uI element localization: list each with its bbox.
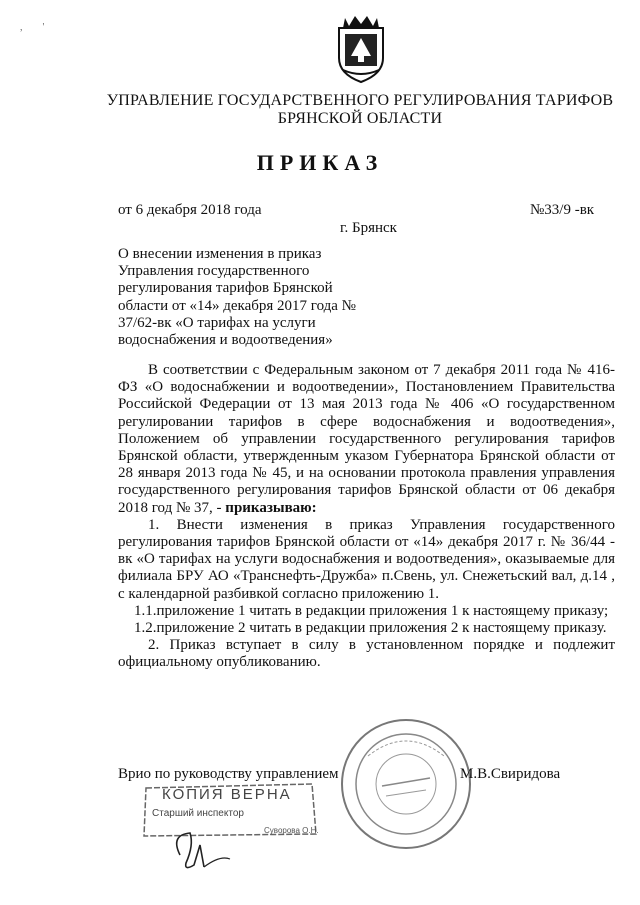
handwritten-signature-icon [160,815,280,875]
order-keyword: приказываю: [225,499,317,516]
intro-text: В соответствии с Федеральным законом от 7 декабря 2011 года № 416-ФЗ «О водоснабжении и водоотведении», Постановлением Правительства Российской Федерации от 13 мая 2013 года № 406 «О государственном регулировании тарифов в сфере водоснабжения и водоотведения», Положением об управлении государственного регулирования тарифов Брянской области, утвержденным указом Губернатора Брянской области от 28 января 2013 года № 45, и на основании протокола правления управления государственного регулирования тарифов Брянской области от 06 декабря 2018 год № 37, - [118,362,615,516]
organization-name-line1: УПРАВЛЕНИЕ ГОСУДАРСТВЕННОГО РЕГУЛИРОВАНИЯ ТАРИФОВ [106,92,614,109]
copy-stamp-name: Суворова О.Н. [264,826,319,835]
copy-stamp-text: КОПИЯ ВЕРНА [162,786,292,803]
item-1-1: 1.1.приложение 1 читать в редакции приложения 1 к настоящему приказу; [134,602,609,619]
organization-name-line2: БРЯНСКОЙ ОБЛАСТИ [277,110,443,127]
order-number: №33/9 -вк [530,202,595,218]
order-subject: О внесении изменения в приказ Управления государственного регулирования тарифов Брянской области от «14» декабря 2017 года № 37/62-вк «О тарифах на услуги водоснабжения и водоотведения» [118,246,356,349]
scan-marks: , ' [20,22,45,33]
order-city: г. Брянск [340,220,397,236]
item-2: 2. Приказ вступает в силу в установленном порядке и подлежит официальному опубликованию. [118,637,615,671]
signatory-name: М.В.Свиридова [460,766,561,782]
signatory-role: Врио по руководству управлением [118,766,339,782]
document-title: ПРИКАЗ [256,150,384,175]
coat-of-arms-icon [335,12,387,84]
item-1: 1. Внести изменения в приказ Управления государственного регулирования тарифов Брянской области от «14» декабря 2017 г. № 36/44 - вк «О тарифах на услуги водоснабжения и водоотведения», оказываемые для филиала БРУ АО «Транснефть-Дружба» п.Свень, ул. Снежетьский вал, д.14 , с календарной разбивкой согласно приложению 1. [118,516,615,602]
intro-paragraph [118,362,615,517]
order-date: от 6 декабря 2018 года [118,202,262,218]
official-seal-icon [338,716,474,852]
item-1-2: 1.2.приложение 2 читать в редакции приложения 2 к настоящему приказу. [134,620,607,637]
order-body [118,362,615,672]
copy-stamp-position: Старший инспектор [152,808,244,819]
